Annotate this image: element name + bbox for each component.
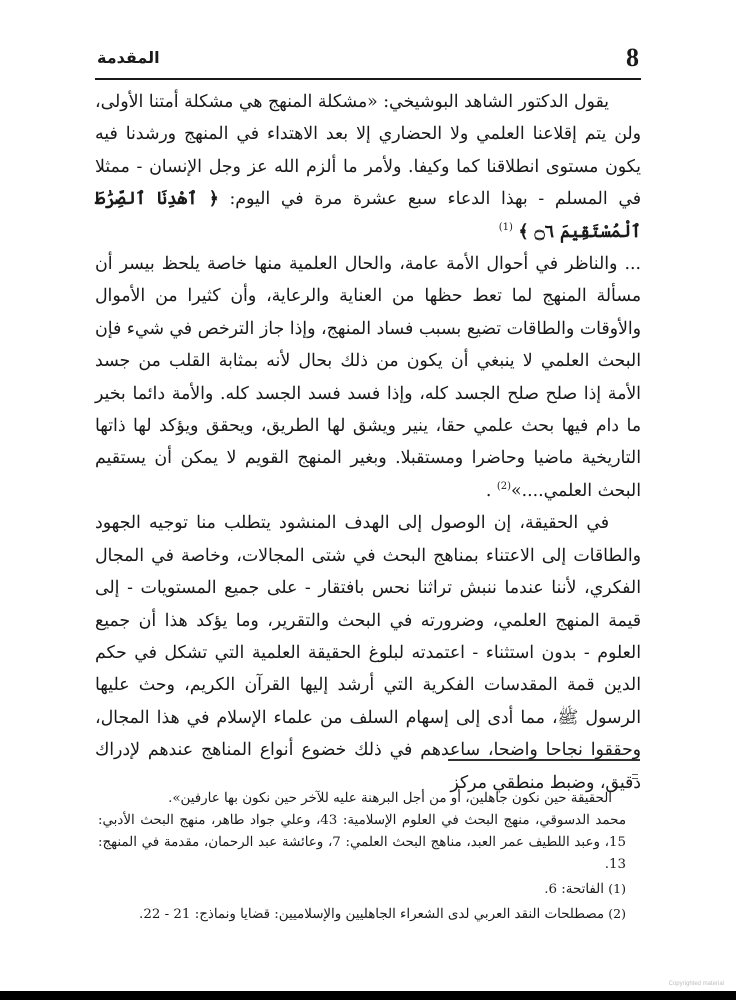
- footnote-separator: [448, 759, 640, 761]
- main-text: [95, 86, 641, 799]
- viewer-bottom-bar: [0, 991, 736, 1000]
- footnote-continuation-references: محمد الدسوقي، منهج البحث في العلوم الإسلامية: 43، وعلي جواد طاهر، منهج البحث الأدبي: 15، وعبد اللطيف عمر العبد، مناهج البحث العلمي: 7، وعائشة عبد الرحمان، مقدمة في المنهج: 13.: [98, 813, 626, 872]
- footnote-ref-2[interactable]: (2): [496, 481, 512, 493]
- paragraph-1: [95, 86, 641, 248]
- footnote-item-1: [98, 878, 626, 901]
- paragraph-text: ... والناظر في أحوال الأمة عامة، والحال العلمية منها خاصة يلحظ بيسر أن مسألة المنهج لما تعط حظها من العناية والرعاية، وأن كثيرا من الأموال والأوقات والطاقات تضيع بسبب فساد المنهج، وإذا جاز الترخص في شيء فإن البحث العلمي لا ينبغي أن يكون من ذلك بحال لأنه بمثابة القلب من جسد الأمة إذا صلح صلح الجسد كله، وإذا فسد فسد الجسد كله. والأمة دائما بخير ما دام فيها بحث علمي حقا، ينير ويشق لها الطريق، ويحقق ويؤكد لها ذاتها التاريخية ماضيا وحاضرا ومستقبلا. وبغير المنهج القويم لا يمكن أن يستقيم البحث العلمي....»: [95, 254, 641, 501]
- footnote-text: الفاتحة: 6.: [544, 882, 604, 897]
- footnote-text: مصطلحات النقد العربي لدى الشعراء الجاهليين والإسلاميين: قضايا ونماذج: 21 - 22.: [139, 907, 604, 922]
- footnote-number: (2): [608, 906, 626, 921]
- running-title: المقدمة: [97, 48, 160, 67]
- page-header: [95, 40, 641, 80]
- page-number: 8: [626, 43, 639, 72]
- footnote-ref-1[interactable]: (1): [498, 221, 513, 233]
- paragraph-2: [95, 248, 641, 507]
- paragraph-3: [95, 507, 641, 799]
- footnote-item-2: [98, 903, 626, 926]
- footnote-number: (1): [608, 881, 626, 896]
- copyright-watermark: Copyrighted material: [668, 981, 724, 987]
- paragraph-text: يقول الدكتور الشاهد البوشيخي: «مشكلة المنهج هي مشكلة أمتنا الأولى، ولن يتم إقلاعنا العلمي ولا الحضاري إلا بعد الاهتداء في المنهج ورشدنا فيه يكون مستوى انطلاقنا كما وكيفا. ولأمر ما ألزم الله عز وجل الإنسان - ممثلا في المسلم - بهذا الدعاء سبع عشرة مرة في اليوم:: [95, 92, 641, 210]
- footnote-continuation-line: الحقيقة حين نكون جاهلين، أو من أجل البرهنة عليه للآخر حين نكون بها عارفين».: [168, 791, 612, 806]
- paragraph-text: في الحقيقة، إن الوصول إلى الهدف المنشود يتطلب منا توجيه الجهود والطاقات إلى الاعتناء بمناهج البحث في شتى المجالات، وخاصة في المجال الفكري، لأننا عندما ننبش تراثنا نحس بافتقار - على جميع المستويات - إلى قيمة المنهج العلمي، وضرورته في البحث والتقرير، وما يؤكد هذا أن جميع العلوم - بدون استثناء - اعتمدته لبلوغ الحقيقة العلمية التي تشكل في حكم الدين قمة المقدسات الفكرية التي أرشد إليها القرآن الكريم، وحث عليها الرسول ﷺ، مما أدى إلى إسهام السلف من علماء الإسلام في هذا المجال، وحققوا نجاحا واضحا، ساعدهم في ذلك خضوع أنواع المناهج عندهم لإدراك دقيق، وضبط منطقي مركز: [95, 513, 641, 793]
- footnotes: [98, 788, 626, 926]
- quran-verse: ﴿ ٱهْدِنَا ٱلصِّرَٰطَ ٱلْمُسْتَقِيمَ ۝٦ ﴾: [95, 189, 641, 242]
- footnote-continuation-mark: [632, 774, 638, 779]
- paragraph-trailing: .: [485, 480, 497, 501]
